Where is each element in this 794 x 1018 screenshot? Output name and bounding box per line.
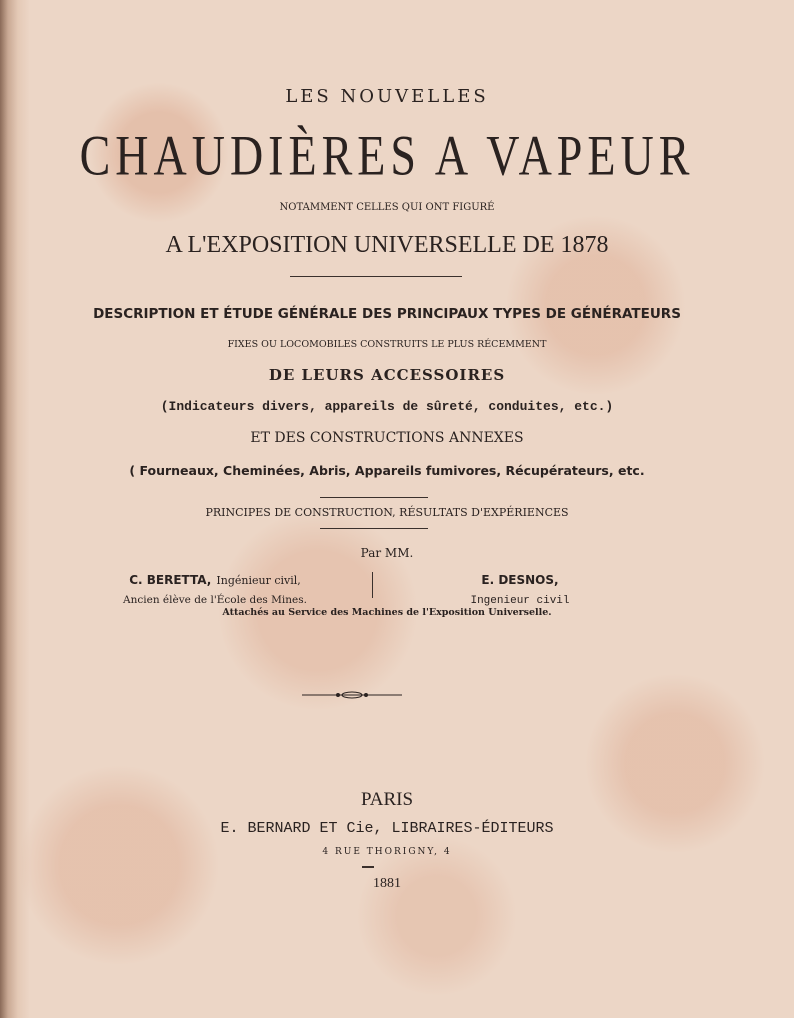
by-line: Par MM. — [360, 546, 414, 560]
accessories-heading: DE LEURS ACCESSOIRES — [268, 366, 506, 384]
accessories-detail: (Indicateurs divers, appareils de sûreté, conduites, etc.) — [160, 399, 614, 414]
address: 4 RUE THORIGNY, 4 — [322, 847, 452, 857]
annexes-heading: ET DES CONSTRUCTIONS ANNEXES — [250, 430, 524, 446]
city: PARIS — [360, 789, 414, 810]
description: DESCRIPTION ET ÉTUDE GÉNÉRALE DES PRINCIPAUX TYPES DE GÉNÉRATEURS — [93, 306, 681, 322]
divider — [320, 528, 428, 529]
divider — [320, 497, 428, 498]
divider — [290, 276, 462, 277]
author1-detail: Ancien élève de l'École des Mines. — [123, 594, 307, 606]
author-separator — [372, 572, 373, 598]
year: 1881 — [373, 876, 401, 891]
author2-title: Ingenieur civil — [470, 595, 570, 607]
main-title: CHAUDIÈRES A VAPEUR — [79, 123, 695, 187]
subtitle: A L'EXPOSITION UNIVERSELLE DE 1878 — [165, 232, 609, 258]
annexes-detail: ( Fourneaux, Cheminées, Abris, Appareils fumivores, Récupérateurs, etc. — [129, 463, 645, 478]
author-1 — [90, 569, 340, 607]
author2-name: E. DESNOS, — [481, 573, 559, 587]
author1-name: C. BERETTA, — [129, 573, 212, 587]
principles: PRINCIPES DE CONSTRUCTION, RÉSULTATS D'EXPÉRIENCES — [205, 506, 569, 519]
description-small: FIXES OU LOCOMOBILES CONSTRUITS LE PLUS RÉCEMMENT — [227, 339, 547, 350]
author1-title: Ingénieur civil, — [216, 574, 301, 587]
attached-note: Attachés au Service des Machines de l'Exposition Universelle. — [222, 607, 552, 618]
divider — [362, 866, 374, 868]
subtitle-small: NOTAMMENT CELLES QUI ONT FIGURÉ — [279, 202, 495, 213]
ornament-icon — [302, 684, 402, 692]
pre-title: LES NOUVELLES — [285, 86, 489, 107]
publisher: E. BERNARD ET Cie, LIBRAIRES-ÉDITEURS — [220, 820, 554, 837]
author-2 — [440, 569, 600, 607]
